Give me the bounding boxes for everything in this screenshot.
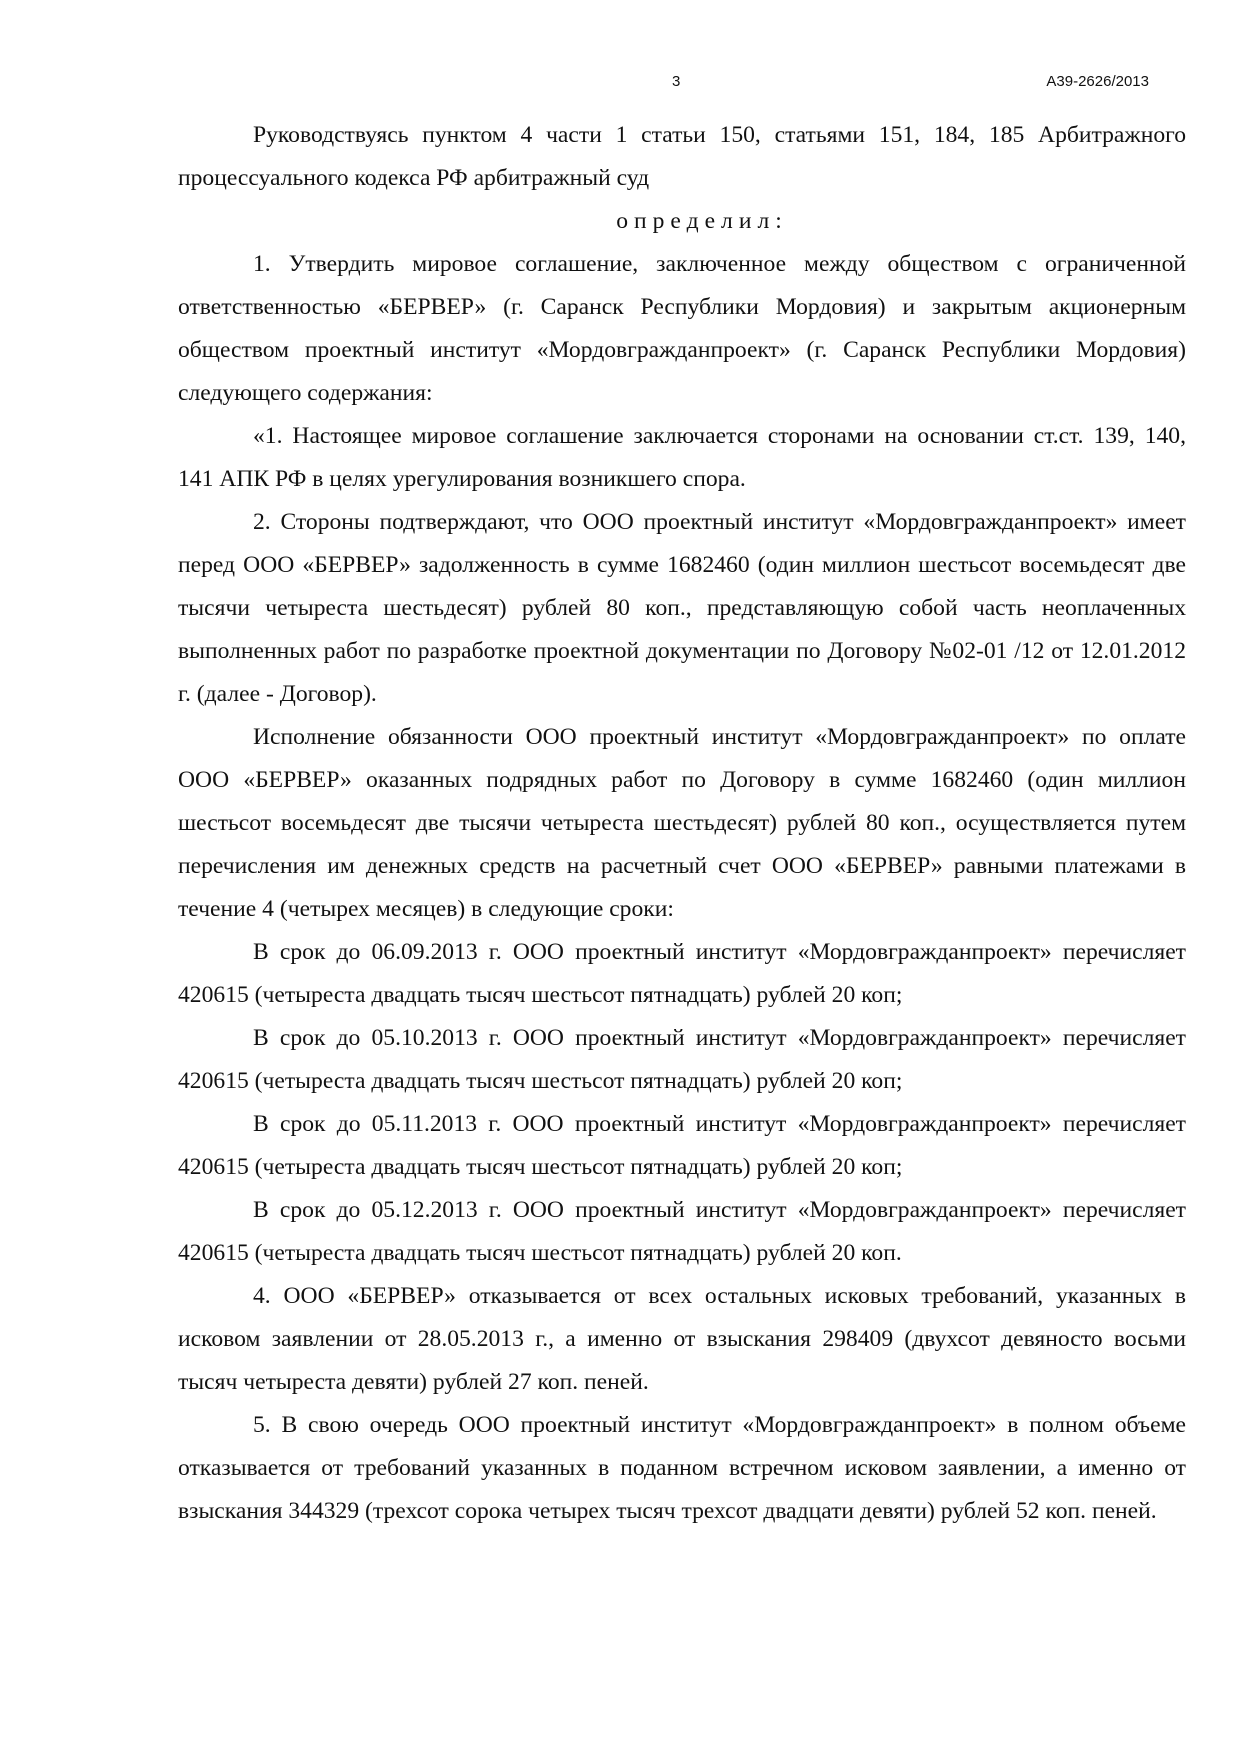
paragraph-payment-terms: Исполнение обязанности ООО проектный институт «Мордовгражданпроект» по оплате ООО «БЕРВЕР» оказанных подрядных работ по Договору в сумме 1682460 (один миллион шестьсот восемьдесят две тысячи четыреста шестьдесят) рублей 80 коп., осуществляется путем перечисления им денежных средств на расчетный счет ООО «БЕРВЕР» равными платежами в течение 4 (четырех месяцев) в следующие сроки: (178, 724, 1186, 922)
paragraph-payment-4: В срок до 05.12.2013 г. ООО проектный институт «Мордовгражданпроект» перечисляет 420615 (четыреста двадцать тысяч шестьсот пятнадцать) рублей 20 коп. (178, 1197, 1186, 1266)
paragraph-approve-settlement: 1. Утвердить мировое соглашение, заключенное между обществом с ограниченной ответственностью «БЕРВЕР» (г. Саранск Республики Мордовия) и закрытым акционерным обществом проектный институт «Мордовгражданпроект» (г. Саранск Республики Мордовия) следующего содержания: (178, 251, 1186, 406)
case-number: А39-2626/2013 (1046, 73, 1149, 90)
page-number: 3 (672, 73, 681, 90)
paragraph-clause-2: 2. Стороны подтверждают, что ООО проектный институт «Мордовгражданпроект» имеет перед ООО «БЕРВЕР» задолженность в сумме 1682460 (один миллион шестьсот восемьдесят две тысячи четыреста шестьдесят) рублей 80 коп., представляющую собой часть неоплаченных выполненных работ по разработке проектной документации по Договору №02-01 /12 от 12.01.2012 г. (далее - Договор). (178, 509, 1186, 707)
paragraph-clause-5: 5. В свою очередь ООО проектный институт «Мордовгражданпроект» в полном объеме отказывается от требований указанных в поданном встречном исковом заявлении, а именно от взыскания 344329 (трехсот сорока четырех тысяч трехсот двадцати девяти) рублей 52 коп. пеней. (178, 1412, 1186, 1524)
paragraph-clause-1: «1. Настоящее мировое соглашение заключается сторонами на основании ст.ст. 139, 140, 141 АПК РФ в целях урегулирования возникшего спора. (178, 423, 1186, 492)
paragraph-payment-2: В срок до 05.10.2013 г. ООО проектный институт «Мордовгражданпроект» перечисляет 420615 (четыреста двадцать тысяч шестьсот пятнадцать) рублей 20 коп; (178, 1025, 1186, 1094)
preamble-paragraph: Руководствуясь пунктом 4 части 1 статьи 150, статьями 151, 184, 185 Арбитражного процессуального кодекса РФ арбитражный суд (178, 122, 1186, 191)
page-header (0, 73, 1241, 95)
paragraph-payment-3: В срок до 05.11.2013 г. ООО проектный институт «Мордовгражданпроект» перечисляет 420615 (четыреста двадцать тысяч шестьсот пятнадцать) рублей 20 коп; (178, 1111, 1186, 1180)
paragraph-clause-4: 4. ООО «БЕРВЕР» отказывается от всех остальных исковых требований, указанных в исковом заявлении от 28.05.2013 г., а именно от взыскания 298409 (двухсот девяносто восьми тысяч четыреста девяти) рублей 27 коп. пеней. (178, 1283, 1186, 1395)
decision-heading: определил: (616, 208, 788, 234)
document-body (178, 114, 1186, 1533)
paragraph-payment-1: В срок до 06.09.2013 г. ООО проектный институт «Мордовгражданпроект» перечисляет 420615 (четыреста двадцать тысяч шестьсот пятнадцать) рублей 20 коп; (178, 939, 1186, 1008)
